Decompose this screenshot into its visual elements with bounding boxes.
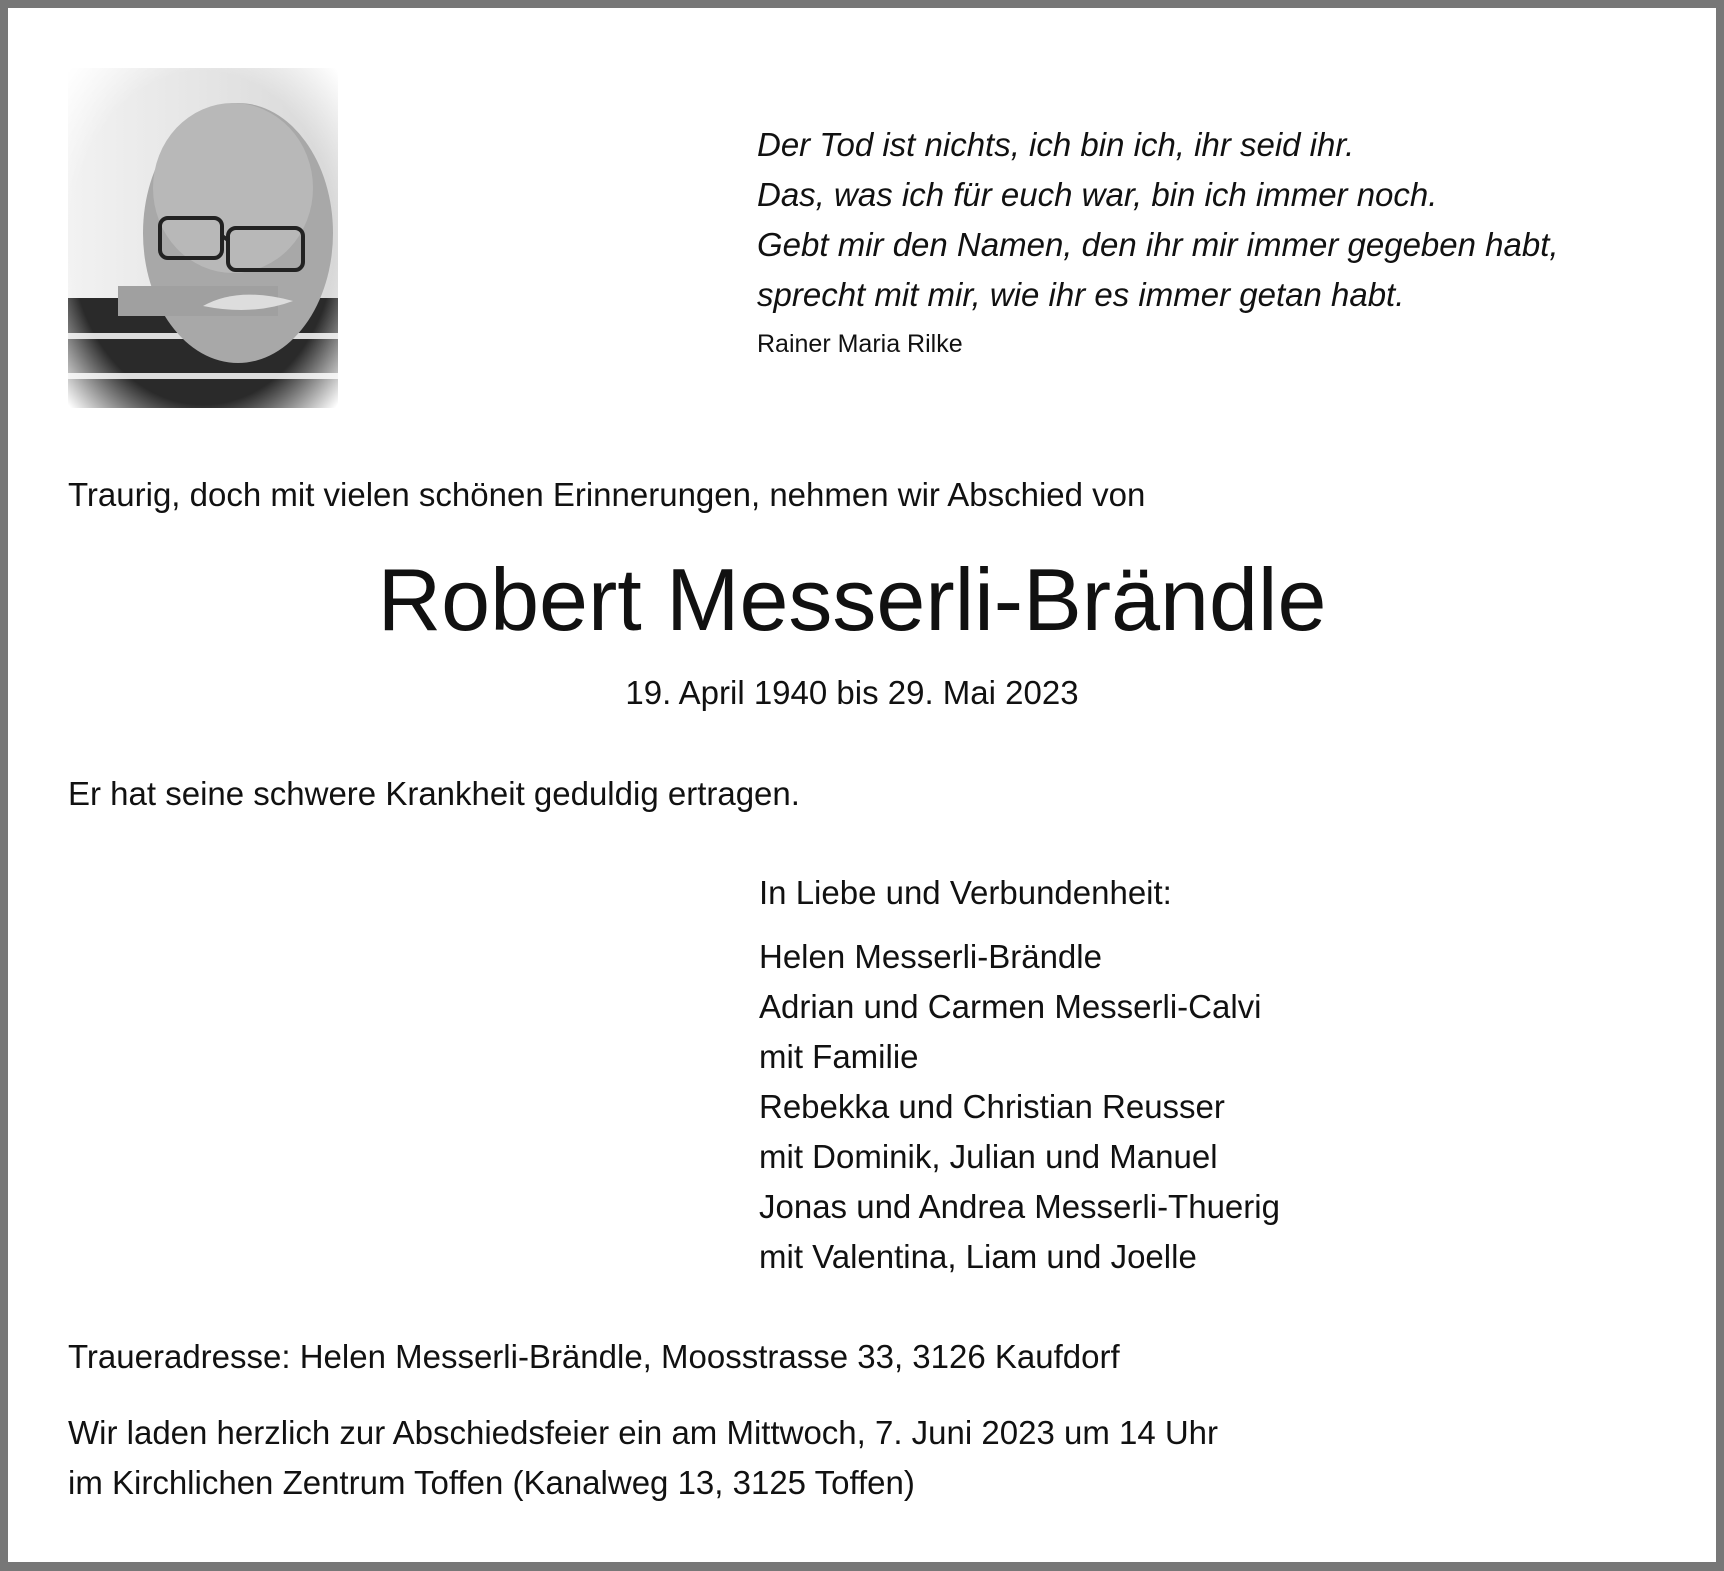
quote-author: Rainer Maria Rilke (757, 330, 963, 358)
mourner-line: Jonas und Andrea Messerli-Thuerig (759, 1188, 1280, 1225)
mourner-line: mit Dominik, Julian und Manuel (759, 1138, 1218, 1175)
mourner-line: Rebekka und Christian Reusser (759, 1088, 1225, 1125)
mourner-line: Adrian und Carmen Messerli-Calvi (759, 988, 1262, 1025)
life-dates: 19. April 1940 bis 29. Mai 2023 (625, 674, 1079, 711)
portrait-photo (68, 68, 338, 408)
statement: Er hat seine schwere Krankheit geduldig ertragen. (68, 775, 800, 812)
quote-line: sprecht mit mir, wie ihr es immer getan habt. (757, 276, 1405, 313)
intro-text: Traurig, doch mit vielen schönen Erinnerungen, nehmen wir Abschied von (68, 476, 1146, 513)
mourning-address: Traueradresse: Helen Messerli-Brändle, Moosstrasse 33, 3126 Kaufdorf (68, 1338, 1120, 1375)
quote-line: Das, was ich für euch war, bin ich immer noch. (757, 176, 1438, 213)
mourner-line: mit Familie (759, 1038, 919, 1075)
mourner-line: mit Valentina, Liam und Joelle (759, 1238, 1197, 1275)
quote-line: Gebt mir den Namen, den ihr mir immer gegeben habt, (757, 226, 1559, 263)
mourner-line: Helen Messerli-Brändle (759, 938, 1102, 975)
ceremony-line: Wir laden herzlich zur Abschiedsfeier ein am Mittwoch, 7. Juni 2023 um 14 Uhr (68, 1414, 1219, 1451)
mourners-heading: In Liebe und Verbundenheit: (759, 874, 1172, 911)
deceased-name: Robert Messerli-Brändle (377, 550, 1327, 649)
quote-line: Der Tod ist nichts, ich bin ich, ihr seid ihr. (757, 126, 1355, 163)
ceremony-line: im Kirchlichen Zentrum Toffen (Kanalweg 13, 3125 Toffen) (68, 1464, 915, 1501)
obituary-notice (8, 8, 1716, 1562)
